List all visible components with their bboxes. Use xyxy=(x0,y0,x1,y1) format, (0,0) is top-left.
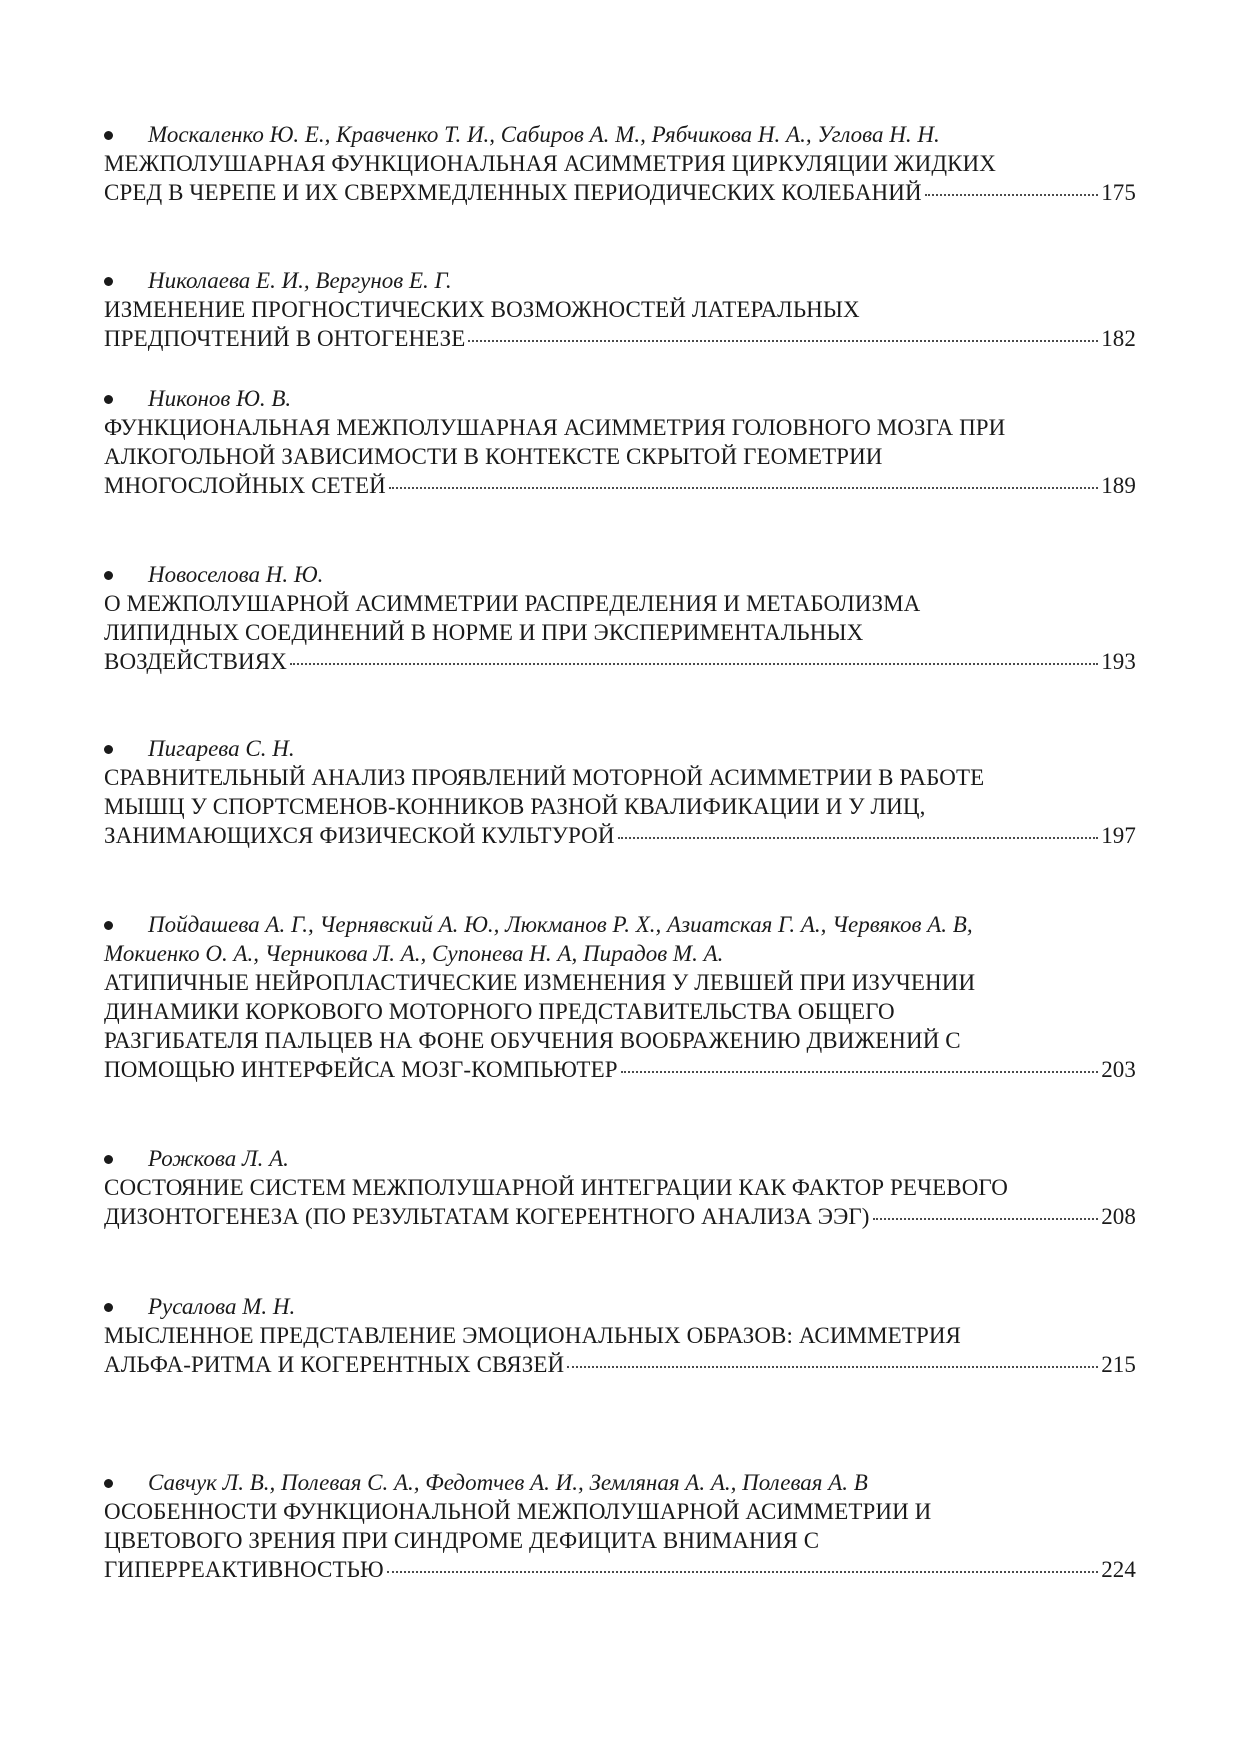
bullet-icon xyxy=(104,571,113,580)
entry-title-line: О МЕЖПОЛУШАРНОЙ АСИММЕТРИИ РАСПРЕДЕЛЕНИЯ И МЕТАБОЛИЗМА xyxy=(104,591,921,616)
toc-entry[interactable] xyxy=(104,120,1136,207)
bullet-icon xyxy=(104,1479,113,1488)
entry-title-last-line: АЛЬФА-РИТМА И КОГЕРЕНТНЫХ СВЯЗЕЙ 215 xyxy=(104,1352,1136,1377)
entry-authors: Савчук Л. В., Полевая С. А., Федотчев А. И., Земляная А. А., Полевая А. В xyxy=(104,1468,1136,1497)
entry-title-last-line: ЗАНИМАЮЩИХСЯ ФИЗИЧЕСКОЙ КУЛЬТУРОЙ 197 xyxy=(104,823,1136,848)
entry-title-last-line: ПРЕДПОЧТЕНИЙ В ОНТОГЕНЕЗЕ 182 xyxy=(104,326,1136,351)
entry-title-line: АЛКОГОЛЬНОЙ ЗАВИСИМОСТИ В КОНТЕКСТЕ СКРЫТОЙ ГЕОМЕТРИИ xyxy=(104,444,883,469)
entry-page-number[interactable]: 224 xyxy=(1101,1557,1136,1582)
entry-title-line: МЫШЦ У СПОРТСМЕНОВ-КОННИКОВ РАЗНОЙ КВАЛИФИКАЦИИ И У ЛИЦ, xyxy=(104,794,926,819)
entry-authors: Николаева Е. И., Вергунов Е. Г. xyxy=(104,266,1136,295)
entry-authors: Пигарева С. Н. xyxy=(104,734,1136,763)
bullet-icon xyxy=(104,277,113,286)
toc-entry[interactable] xyxy=(104,266,1136,353)
entry-page-number[interactable]: 197 xyxy=(1101,823,1136,848)
entry-title-last-line: ДИЗОНТОГЕНЕЗА (ПО РЕЗУЛЬТАТАМ КОГЕРЕНТНОГО АНАЛИЗА ЭЭГ) 208 xyxy=(104,1204,1136,1229)
bullet-icon xyxy=(104,395,113,404)
entry-title-last-line: ПОМОЩЬЮ ИНТЕРФЕЙСА МОЗГ-КОМПЬЮТЕР 203 xyxy=(104,1057,1136,1082)
entry-title-line: СОСТОЯНИЕ СИСТЕМ МЕЖПОЛУШАРНОЙ ИНТЕГРАЦИИ КАК ФАКТОР РЕЧЕВОГО xyxy=(104,1175,1008,1200)
entry-page-number[interactable]: 189 xyxy=(1101,473,1136,498)
entry-page-number[interactable]: 175 xyxy=(1101,180,1136,205)
toc-entry[interactable] xyxy=(104,910,1136,1084)
bullet-icon xyxy=(104,745,113,754)
entry-authors: Русалова М. Н. xyxy=(104,1292,1136,1321)
leader-dots xyxy=(290,662,1098,665)
entry-page-number[interactable]: 182 xyxy=(1101,326,1136,351)
entry-authors-continued: Мокиенко О. А., Черникова Л. А., Супонева Н. А, Пирадов М. А. xyxy=(104,941,724,966)
entry-title-line: СРАВНИТЕЛЬНЫЙ АНАЛИЗ ПРОЯВЛЕНИЙ МОТОРНОЙ АСИММЕТРИИ В РАБОТЕ xyxy=(104,765,985,790)
entry-title-line: ИЗМЕНЕНИЕ ПРОГНОСТИЧЕСКИХ ВОЗМОЖНОСТЕЙ ЛАТЕРАЛЬНЫХ xyxy=(104,297,860,322)
entry-title-line: АТИПИЧНЫЕ НЕЙРОПЛАСТИЧЕСКИЕ ИЗМЕНЕНИЯ У ЛЕВШЕЙ ПРИ ИЗУЧЕНИИ xyxy=(104,970,976,995)
toc-entry[interactable] xyxy=(104,560,1136,676)
entry-authors: Москаленко Ю. Е., Кравченко Т. И., Сабиров А. М., Рябчикова Н. А., Углова Н. Н. xyxy=(104,120,1136,149)
leader-dots xyxy=(389,486,1098,489)
entry-title-line: ЦВЕТОВОГО ЗРЕНИЯ ПРИ СИНДРОМЕ ДЕФИЦИТА ВНИМАНИЯ С xyxy=(104,1528,820,1553)
entry-title-line: ФУНКЦИОНАЛЬНАЯ МЕЖПОЛУШАРНАЯ АСИММЕТРИЯ ГОЛОВНОГО МОЗГА ПРИ xyxy=(104,415,1006,440)
entry-title-line: ДИНАМИКИ КОРКОВОГО МОТОРНОГО ПРЕДСТАВИТЕЛЬСТВА ОБЩЕГО xyxy=(104,999,895,1024)
leader-dots xyxy=(387,1570,1099,1573)
entry-title-line: ОСОБЕННОСТИ ФУНКЦИОНАЛЬНОЙ МЕЖПОЛУШАРНОЙ АСИММЕТРИИ И xyxy=(104,1499,932,1524)
leader-dots xyxy=(567,1365,1098,1368)
leader-dots xyxy=(873,1217,1099,1220)
toc-entry[interactable] xyxy=(104,1144,1136,1231)
entry-title-last-line: СРЕД В ЧЕРЕПЕ И ИХ СВЕРХМЕДЛЕННЫХ ПЕРИОДИЧЕСКИХ КОЛЕБАНИЙ 175 xyxy=(104,180,1136,205)
entry-authors: Никонов Ю. В. xyxy=(104,384,1136,413)
entry-title-line: РАЗГИБАТЕЛЯ ПАЛЬЦЕВ НА ФОНЕ ОБУЧЕНИЯ ВООБРАЖЕНИЮ ДВИЖЕНИЙ С xyxy=(104,1028,961,1053)
entry-title-last-line: ГИПЕРРЕАКТИВНОСТЬЮ 224 xyxy=(104,1557,1136,1582)
entry-page-number[interactable]: 203 xyxy=(1101,1057,1136,1082)
entry-title-line: МЕЖПОЛУШАРНАЯ ФУНКЦИОНАЛЬНАЯ АСИММЕТРИЯ ЦИРКУЛЯЦИИ ЖИДКИХ xyxy=(104,151,996,176)
toc-entry[interactable] xyxy=(104,734,1136,850)
entry-title-line: МЫСЛЕННОЕ ПРЕДСТАВЛЕНИЕ ЭМОЦИОНАЛЬНЫХ ОБРАЗОВ: АСИММЕТРИЯ xyxy=(104,1323,961,1348)
entry-page-number[interactable]: 215 xyxy=(1101,1352,1136,1377)
entry-title-last-line: ВОЗДЕЙСТВИЯХ 193 xyxy=(104,649,1136,674)
leader-dots xyxy=(468,339,1098,342)
entry-page-number[interactable]: 193 xyxy=(1101,649,1136,674)
bullet-icon xyxy=(104,1155,113,1164)
bullet-icon xyxy=(104,921,113,930)
leader-dots xyxy=(925,193,1099,196)
entry-authors: Новоселова Н. Ю. xyxy=(104,560,1136,589)
entry-authors: Рожкова Л. А. xyxy=(104,1144,1136,1173)
entry-title-line: ЛИПИДНЫХ СОЕДИНЕНИЙ В НОРМЕ И ПРИ ЭКСПЕРИМЕНТАЛЬНЫХ xyxy=(104,620,864,645)
leader-dots xyxy=(618,836,1099,839)
toc-entry[interactable] xyxy=(104,384,1136,500)
toc-entry[interactable] xyxy=(104,1292,1136,1379)
toc-entry[interactable] xyxy=(104,1468,1136,1584)
bullet-icon xyxy=(104,1303,113,1312)
entry-page-number[interactable]: 208 xyxy=(1101,1204,1136,1229)
entry-title-last-line: МНОГОСЛОЙНЫХ СЕТЕЙ 189 xyxy=(104,473,1136,498)
bullet-icon xyxy=(104,131,113,140)
entry-authors: Пойдашева А. Г., Чернявский А. Ю., Люкманов Р. Х., Азиатская Г. А., Червяков А. В, xyxy=(104,910,1136,939)
leader-dots xyxy=(621,1070,1099,1073)
